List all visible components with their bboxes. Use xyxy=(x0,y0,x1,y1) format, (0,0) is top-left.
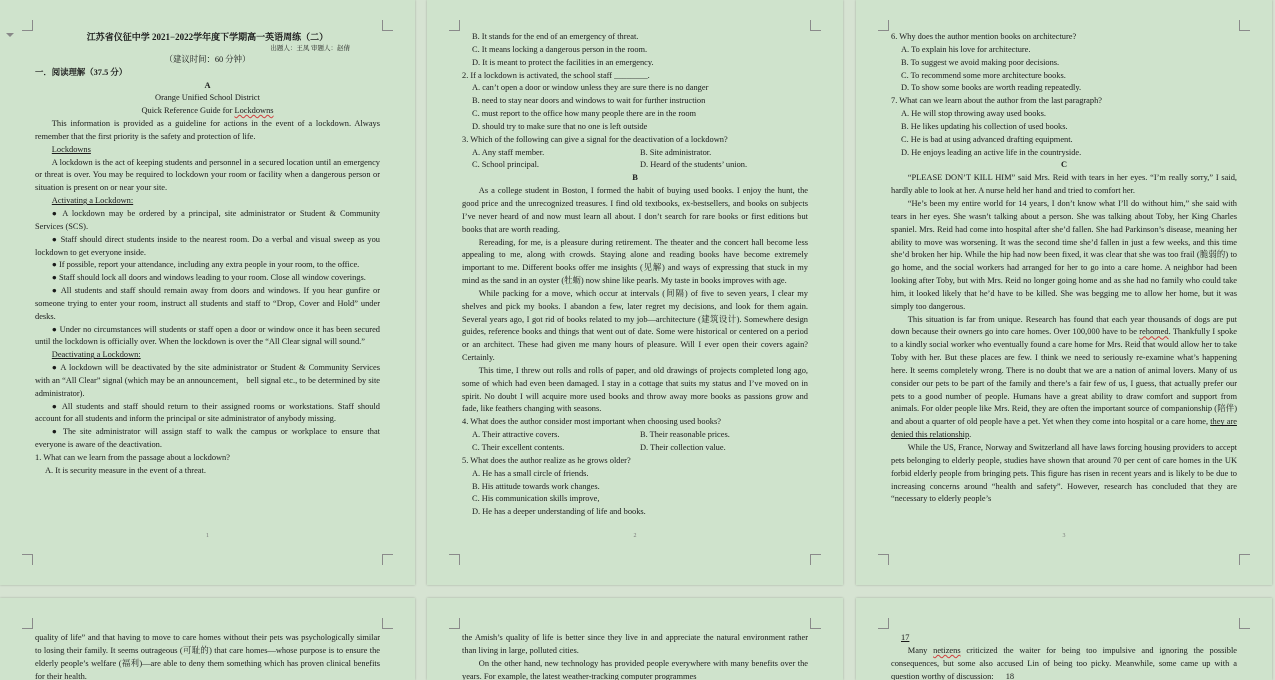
section-heading: 一．阅读理解（37.5 分） xyxy=(35,67,128,77)
crop-mark xyxy=(382,554,393,565)
guide-prefix: Quick Reference Guide for xyxy=(141,106,235,116)
bullet-item: ● Staff should direct students inside to the nearest room. Do a verbal and visual sweep as you lockdown to get everyone inside. xyxy=(35,234,380,257)
page-6 xyxy=(856,598,1272,680)
crop-mark xyxy=(878,554,889,565)
spellcheck-word: rehomed xyxy=(1139,327,1169,337)
paragraph: the Amish’s quality of life is better since they live in and appreciate the natural environment rather than living in large, polluted cities. xyxy=(462,633,808,655)
suggested-time: （建议时间：60 分钟） xyxy=(164,54,251,64)
page-number: 1 xyxy=(206,533,209,539)
question: 2. If a lockdown is activated, the school staff ________. xyxy=(462,70,650,80)
option: A. To explain his love for architecture. xyxy=(901,44,1031,54)
question: 7. What can we learn about the author from the last paragraph? xyxy=(891,96,1102,106)
paragraph: Rereading, for me, is a pleasure during retirement. The theater and the concert hall become less appealing to me, along with crowds. Staying alone and reading books have become extremely important to me. Different books offer me insights (见解) and ways of expressing that stuck in my mind as the sand in an oyster (牡蛎) now shine like pearls. My taste in books improves with age. xyxy=(462,237,808,286)
crop-mark xyxy=(382,20,393,31)
exam-title: 江苏省仪征中学 2021−2022学年度下学期高一英语周练（二） xyxy=(86,32,329,42)
paragraph-text: criticized the waiter for being too impulsive and ignoring the possible consequences, but some also accused Lin of being too picky. Meanwhile, some came up with a question worthy of discussion: xyxy=(891,645,1237,680)
paragraph: This information is provided as a guideline for actions in the event of a lockdown. Always remember that the first priority is the safety and protection of life. xyxy=(35,119,380,141)
option: B. It stands for the end of an emergency of threat. xyxy=(472,32,639,41)
paragraph: “He’s been my entire world for 14 years, I don’t know what I’ll do without him,” she said with tears in her eyes. She wasn’t talking about a person. She was talking about Toby, her King Charles spaniel. Mrs. Reid had come into hospital after she’d fallen. She had Parkinson’s disease, meaning her ability to move was worsening. It was the second time she’d fallen in just a few weeks, and this time she’d broken her hip. While the hip had now been fixed, it was clear that she was too frail (脆弱的) to go home, and the social workers had arranged for her to go into a care home. A neighbor had been looking after Toby, but with Mrs. Reid no longer going home and as she had no family who could take him, it looked likely that he’d have to be killed. She was begging me to allow her home, but it was simply too dangerous. xyxy=(891,198,1237,311)
bullet-item: ● Under no circumstances will students or staff open a door or window once it has been secured until the lockdown is officially over. When the lockdown is over the “All Clear signal will sound.” xyxy=(35,324,380,347)
paragraph xyxy=(891,645,1237,680)
crop-mark xyxy=(22,618,33,629)
crop-mark xyxy=(1239,618,1250,629)
underlined-phrase: they are denied this relationship xyxy=(891,417,1237,440)
paragraph: “PLEASE DON’T KILL HIM” said Mrs. Reid with tears in her eyes. “I’m really sorry,” I said, hardly able to look at her. A nurse held her hand and tried to comfort her. xyxy=(891,173,1237,196)
paragraph-text: . Thankfully I spoke to a kindly social worker who eventually found a care home for Mrs. Reid that would allow her to take Toby with her. But these places are few. I think we need to seriously re-examine what’s happening here. It seems completely wrong. There is no doubt that we are a nation of animal lovers. Many of us consider our pets to be part of the family and there’s a fair few of us, I guess, that actually prefer our pets to a good number of people. Humans have a great ability to draw comfort and support from animals. For older people like Mrs. Reid, they are often the important source of companionship (陪伴) and about a quarter of old people have a pet. Yet when they come into hospital or a care home, xyxy=(891,327,1237,427)
option: C. To recommend some more architecture books. xyxy=(901,70,1066,80)
option: A. He will stop throwing away used books. xyxy=(901,109,1046,119)
paragraph: This time, I threw out rolls and rolls of paper, and old drawings of projects completed long ago, some of which had even been damaged. I stay in a cottage that suits my status and I’ve moved on in spirit. No doubt I will acquire more used books and throw away more books as passions grow and fade, like feathers changing with seasons. xyxy=(462,365,808,414)
subheading: Deactivating a Lockdown: xyxy=(51,350,141,360)
bullet-item: ● Staff should lock all doors and windows leading to your room. Close all window coverings. xyxy=(51,273,366,283)
question: 4. What does the author consider most important when choosing used books? xyxy=(462,417,721,427)
blank-17: 17 xyxy=(901,633,910,642)
option: A. Any staff member. xyxy=(472,147,545,157)
bullet-item: ● A lockdown may be ordered by a principal, site administrator or Student & Community Services (SCS). xyxy=(35,208,380,231)
page-2 xyxy=(427,0,843,585)
page-4 xyxy=(0,598,415,680)
paragraph-text: This situation is far from unique. Research has found that each year thousands of dogs are put down because their owners go into care homes. Over 100,000 have to be xyxy=(891,314,1237,337)
option: C. must report to the office how many people there are in the room xyxy=(472,109,697,119)
option: A. Their attractive covers. xyxy=(472,430,560,440)
bullet-item: ● If possible, report your attendance, including any extra people in your room, to the office. xyxy=(51,260,360,270)
paragraph-text: . xyxy=(969,430,972,440)
paragraph: While packing for a move, which occur at intervals (间隔) of five to seven years, I clear my shelves and pick my books. I abandon a few, later regret my decisions, and look for them again. Several years ago, I got rid of books related to my job—architecture (建筑设计). Somewhere design guides, reference books and things that went out of date. Some were historical or centered on a period or an architect. These had given me many hours of pleasure. Will I ever open their covers again? Certainly. xyxy=(462,288,808,363)
crop-mark xyxy=(449,618,460,629)
option: B. His attitude towards work changes. xyxy=(472,481,600,491)
option-row xyxy=(462,147,808,160)
option: A. It is security measure in the event of a threat. xyxy=(45,465,206,475)
option: D. should try to make sure that no one is left outside xyxy=(472,121,648,131)
paragraph xyxy=(891,314,1237,442)
crop-mark xyxy=(22,20,33,31)
guide-title xyxy=(35,105,380,118)
crop-mark xyxy=(810,618,821,629)
option: D. It is meant to protect the facilities in an emergency. xyxy=(472,57,654,67)
bullet-item: ● All students and staff should remain away from doors and windows. If you hear gunfire or someone trying to enter your room, instruct all students and staff to “Drop, Cover and Hold” under desks. xyxy=(35,286,380,321)
blank-line xyxy=(891,632,1237,645)
question: 1. What can we learn from the passage about a lockdown? xyxy=(35,453,230,462)
crop-mark xyxy=(878,618,889,629)
paragraph: As a college student in Boston, I formed the habit of buying used books. I enjoy the hunt, the good price and the unrecognized treasures. I find old textbooks, ex-bestsellers, and books on subjects I’ve never heard of and now must learn all about. I don’t search for rare books or first editions but books that are worth reading. xyxy=(462,186,808,234)
spellcheck-word: netizens xyxy=(933,645,961,655)
page-5 xyxy=(427,598,843,680)
exam-authors: 出题人：王凤 审题人：赵倩 xyxy=(270,44,350,52)
option: C. He is bad at using advanced drafting equipment. xyxy=(901,134,1073,144)
crop-mark xyxy=(449,20,460,31)
district-name: Orange Unified School District xyxy=(155,93,260,103)
collapse-arrow-icon[interactable] xyxy=(6,33,14,37)
crop-mark xyxy=(810,554,821,565)
question: 3. Which of the following can give a signal for the deactivation of a lockdown? xyxy=(462,134,728,144)
crop-mark xyxy=(382,618,393,629)
crop-mark xyxy=(449,554,460,565)
option: C. School principal. xyxy=(472,160,539,170)
page-3 xyxy=(856,0,1272,585)
crop-mark xyxy=(22,554,33,565)
option: A. He has a small circle of friends. xyxy=(472,468,589,478)
subheading: Lockdowns xyxy=(51,144,91,154)
guide-word: Lockdowns xyxy=(234,106,274,116)
blank-18: 18 xyxy=(1005,671,1015,680)
paragraph: quality of life” and that having to move to care homes without their pets was psychologically similar to losing their family. It seems outrageous (可耻的) that care homes—whose purpose is to ensure the elderly people’s welfare (福利)—are able to deny them something which has proven clinical benefits for their health. xyxy=(35,633,380,680)
passage-letter: B xyxy=(632,173,638,183)
option: D. Heard of the students’ union. xyxy=(640,160,748,170)
option: D. He enjoys leading an active life in the countryside. xyxy=(901,147,1082,157)
page-number: 2 xyxy=(633,533,637,539)
paragraph: A lockdown is the act of keeping students and personnel in a secured location until an emergency or threat is over. You may be required to lockdown your room or facility when a dangerous person or situation is present on or near your site. xyxy=(35,157,380,193)
option: B. Site administrator. xyxy=(640,147,712,157)
passage-letter: A xyxy=(204,80,211,90)
page-number: 3 xyxy=(1062,533,1066,539)
page-1 xyxy=(0,0,415,585)
passage-letter: C xyxy=(1060,160,1068,170)
option: B. need to stay near doors and windows to wait for further instruction xyxy=(472,96,706,106)
crop-mark xyxy=(1239,554,1250,565)
question: 6. Why does the author mention books on architecture? xyxy=(891,32,1077,41)
bullet-item: ● The site administrator will assign staff to walk the campus or workplace to ensure that everyone is aware of the deactivation. xyxy=(35,427,380,450)
question: 5. What does the author realize as he grows older? xyxy=(462,455,631,465)
crop-mark xyxy=(1239,20,1250,31)
option: C. His communication skills improve, xyxy=(472,494,600,504)
option-row xyxy=(462,159,808,172)
paragraph: On the other hand, new technology has provided people everywhere with many benefits over the years. For example, the latest weather-tracking computer programmes xyxy=(462,658,808,680)
crop-mark xyxy=(878,20,889,31)
option: C. Their excellent contents. xyxy=(472,443,565,452)
crop-mark xyxy=(810,20,821,31)
paragraph-text: Many xyxy=(907,645,934,655)
option: B. To suggest we avoid making poor decisions. xyxy=(901,57,1060,67)
option-row xyxy=(462,429,808,442)
option: B. He likes updating his collection of used books. xyxy=(901,121,1068,131)
option-row xyxy=(462,442,808,455)
bullet-item: ● A lockdown will be deactivated by the site administrator or Student & Community Services with an “All Clear” signal (which may be an announcement， bell signal etc., to be determined by site administrator). xyxy=(35,363,380,398)
option: A. can’t open a door or window unless they are sure there is no danger xyxy=(472,83,709,93)
subheading: Activating a Lockdown: xyxy=(51,196,134,206)
option: D. Their collection value. xyxy=(640,443,726,452)
option: D. To show some books are worth reading repeatedly. xyxy=(901,83,1082,93)
option: B. Their reasonable prices. xyxy=(640,430,730,440)
option: C. It means locking a dangerous person in the room. xyxy=(472,44,648,54)
paragraph: While the US, France, Norway and Switzerland all have laws forcing housing providers to accept pets belonging to elderly people, studies have shown that around 70 per cent of care homes in the UK forbid elderly people from bringing pets. This figure has risen in recent years and is likely to be due to increasing concerns around “health and safety”. However, research has concluded that they are “necessary to elderly people’s xyxy=(891,443,1237,504)
bullet-item: ● All students and staff should return to their assigned rooms or workstations. Staff should account for all students and inform the principal or site administrator of anybody missing. xyxy=(35,401,380,424)
option: D. He has a deeper understanding of life and books. xyxy=(472,507,646,517)
